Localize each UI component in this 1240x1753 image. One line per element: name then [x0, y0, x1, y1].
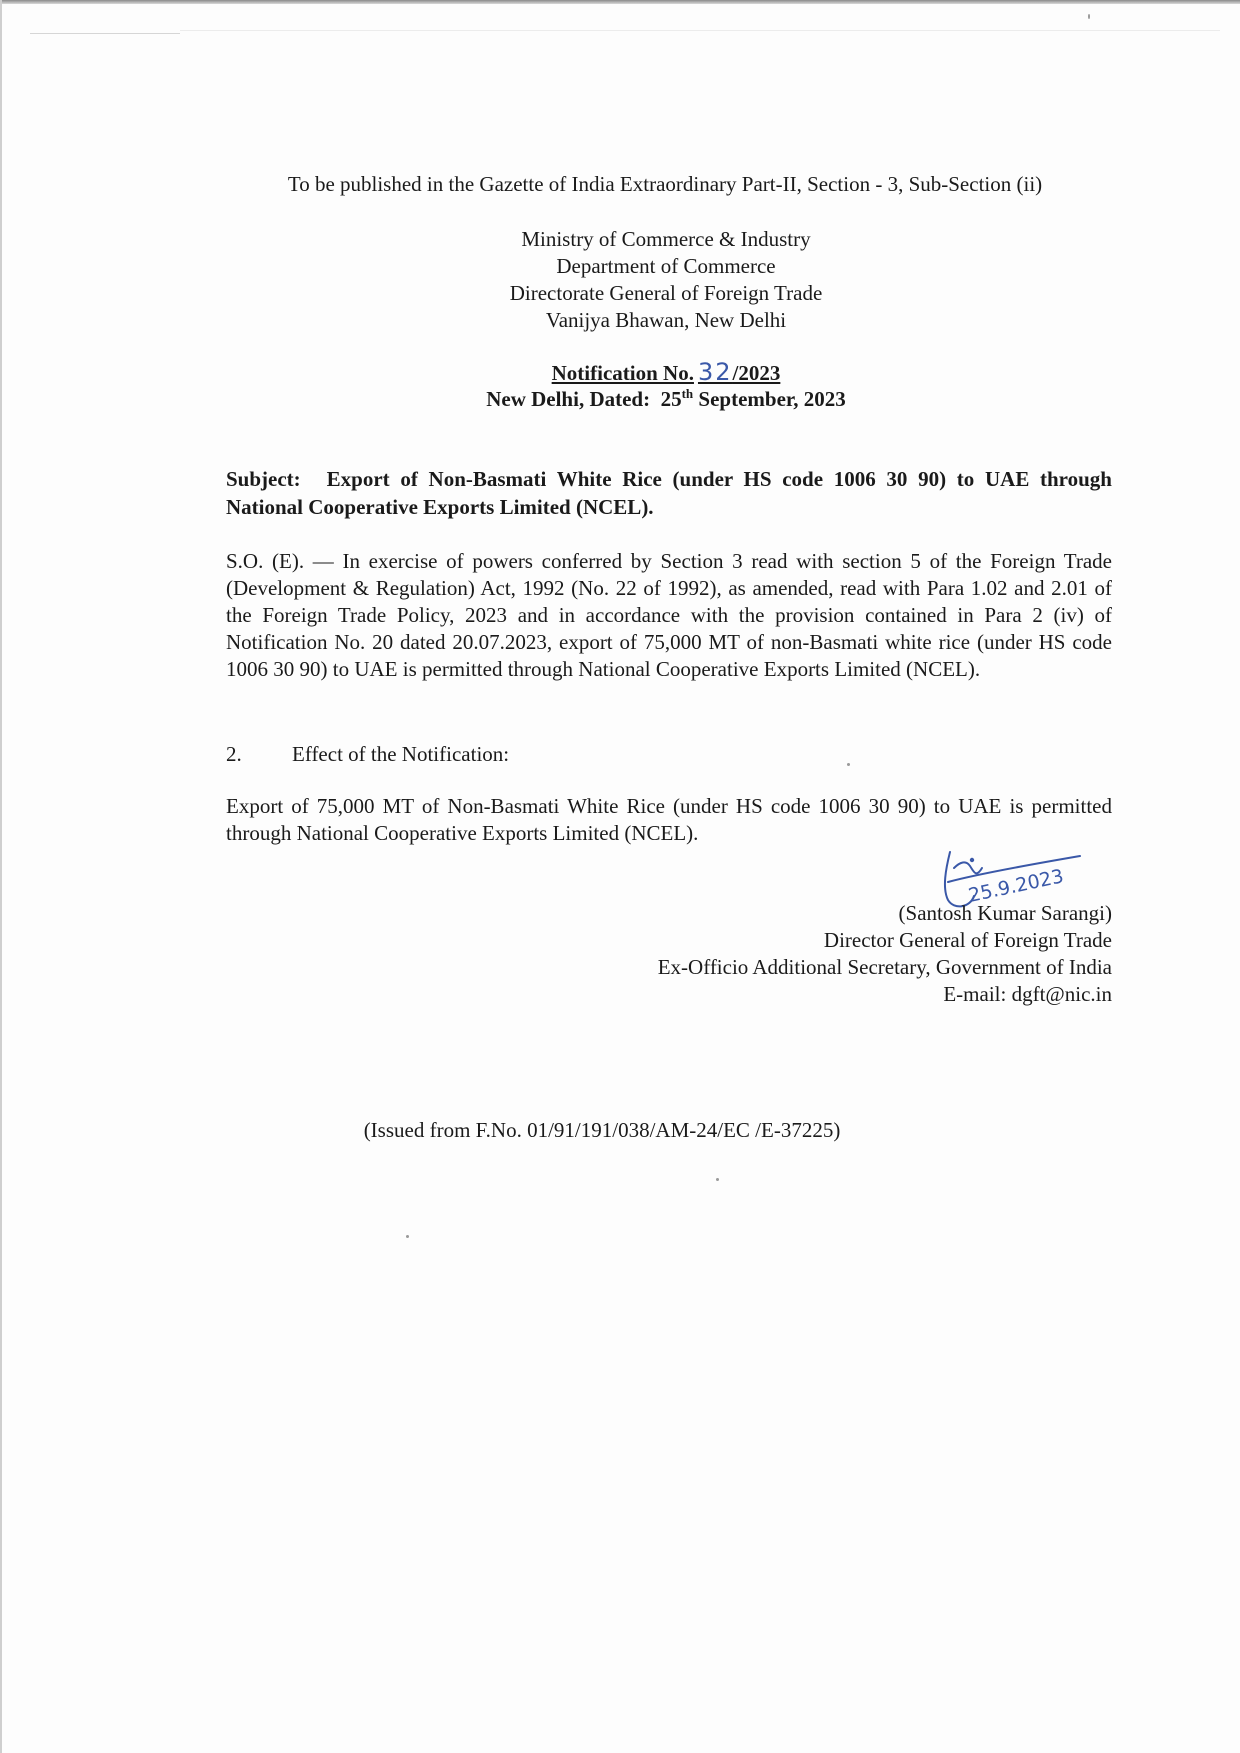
notification-number-underlined [551, 358, 781, 386]
directorate-line: Directorate General of Foreign Trade [509, 281, 823, 305]
body-paragraph-3: Export of 75,000 MT of Non-Basmati White Rice (under HS code 1006 30 90) to UAE is permitted through National Cooperative Exports Limited (NCEL). [226, 794, 1112, 845]
issued-from-file-number: (Issued from F.No. 01/91/191/038/AM-24/EC /E-37225) [363, 1118, 841, 1142]
date-month-year: September, 2023 [698, 387, 846, 411]
subject-label: Subject: [226, 467, 301, 491]
subject-block [226, 465, 1112, 521]
subject-text: Export of Non-Basmati White Rice (under HS code 1006 30 90) to UAE through National Cooperative Exports Limited (NCEL). [226, 467, 1112, 519]
notification-year: /2023 [732, 361, 781, 385]
scan-edge-top [0, 0, 1240, 4]
scan-speck [406, 1235, 409, 1238]
date-day: 25 [660, 387, 682, 411]
section-number: 2. [226, 742, 242, 766]
ministry-line: Ministry of Commerce & Industry [521, 227, 811, 251]
signatory-email: E-mail: dgft@nic.in [943, 982, 1112, 1006]
effect-heading [226, 741, 1112, 768]
scan-line [30, 33, 180, 34]
date-suffix: th [681, 386, 694, 401]
signatory-title: Director General of Foreign Trade [823, 928, 1112, 952]
location-line: Vanijya Bhawan, New Delhi [545, 308, 787, 332]
scan-speck [1088, 14, 1090, 19]
signatory-name: (Santosh Kumar Sarangi) [898, 901, 1112, 925]
signatory-block [658, 900, 1112, 1008]
department-line: Department of Commerce [556, 254, 776, 278]
notification-date [0, 386, 1240, 412]
issuing-office-address [0, 226, 1240, 334]
signatory-designation: Ex-Officio Additional Secretary, Government of India [657, 955, 1112, 979]
notification-prefix: Notification No. [551, 361, 694, 385]
effect-heading-text: Effect of the Notification: [292, 742, 510, 766]
handwritten-number: 32 [697, 358, 733, 386]
scan-line [180, 30, 1220, 31]
gazette-line: To be published in the Gazette of India Extraordinary Part-II, Section - 3, Sub-Section (ii) [287, 172, 1043, 196]
notification-number [0, 359, 1240, 387]
signature-date: 25.9.2023 [966, 865, 1066, 907]
scan-speck [716, 1178, 719, 1181]
date-label: New Delhi, Dated: [486, 387, 651, 411]
body-paragraph-1: S.O. (E). — In exercise of powers conferred by Section 3 read with section 5 of the Foreign Trade (Development & Regulation) Act, 1992 (No. 22 of 1992), as amended, read with Para 1.02 and 2.01 of the Foreign Trade Policy, 2023 and in accordance with the provision contained in Para 2 (iv) of Notification No. 20 dated 20.07.2023, export of 75,000 MT of non-Basmati white rice (under HS code 1006 30 90) to UAE is permitted through National Cooperative Exports Limited (NCEL). [226, 549, 1112, 681]
